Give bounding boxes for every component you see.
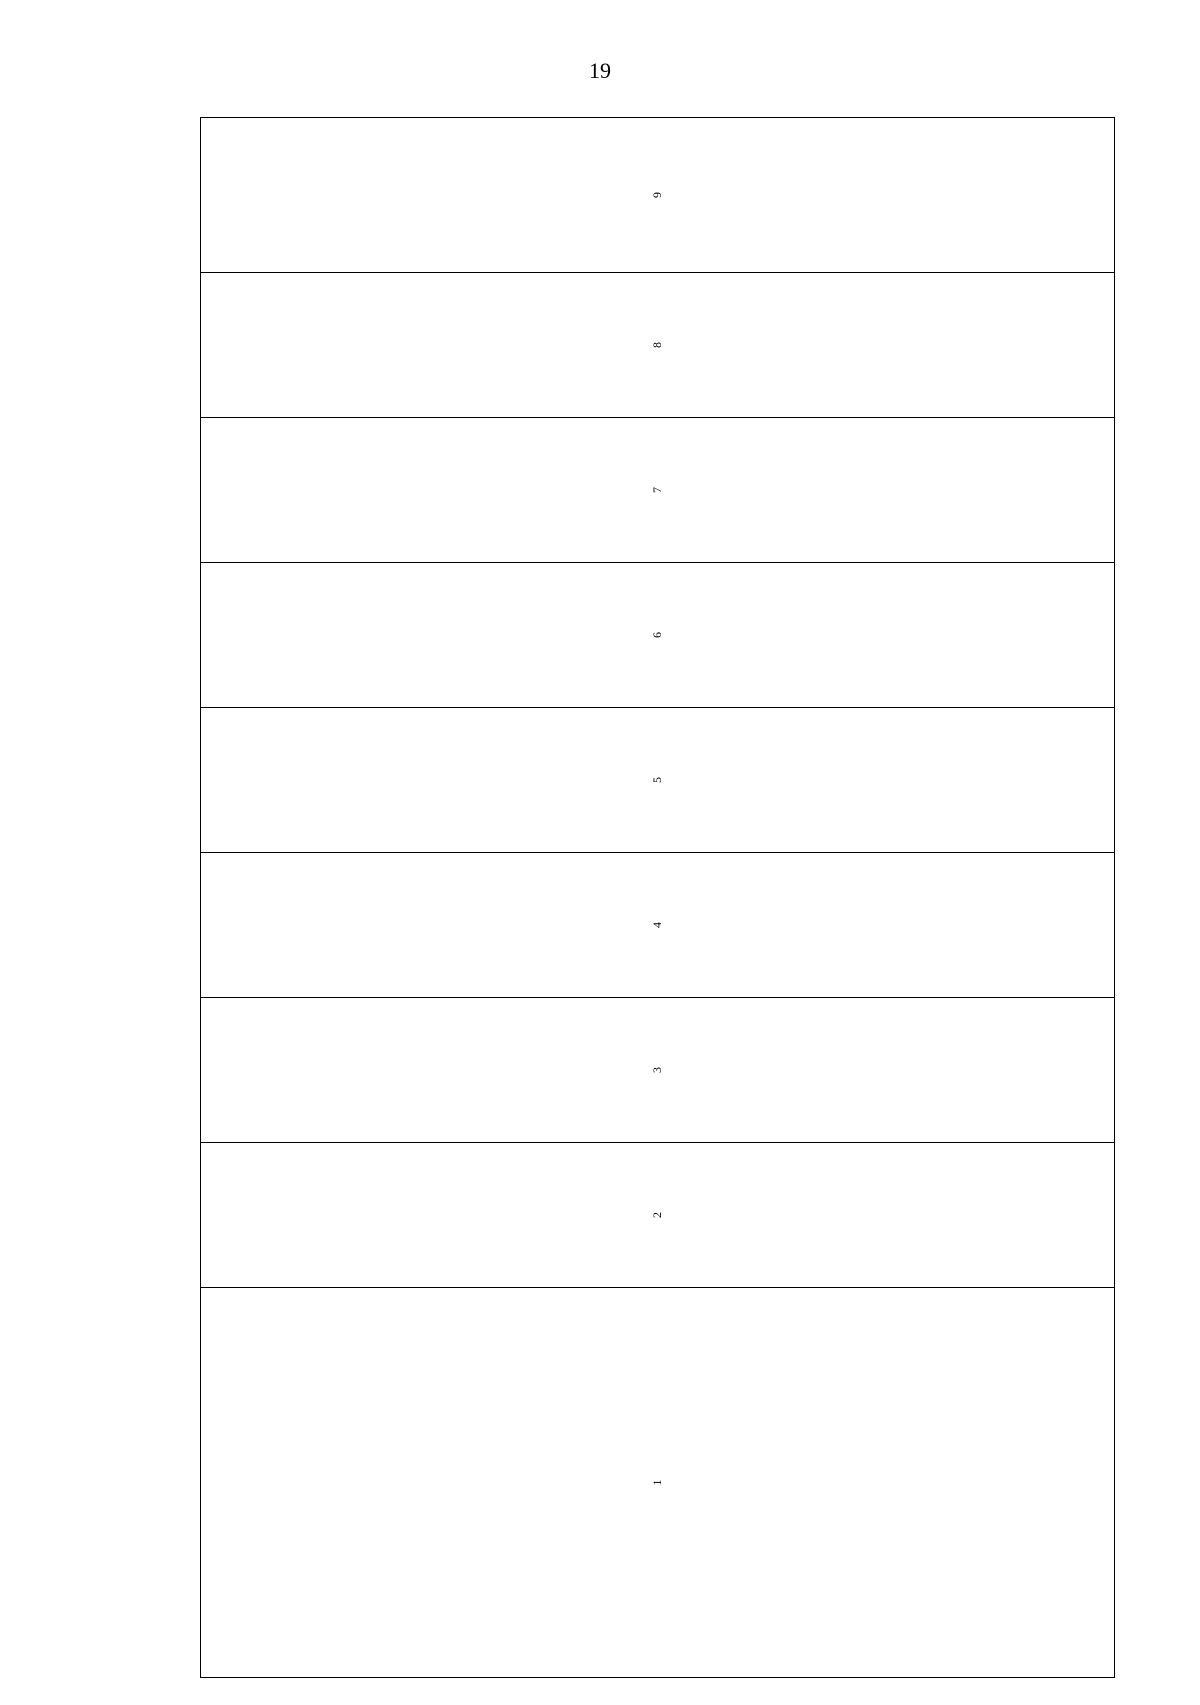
header-cell: 4 (201, 853, 1115, 998)
header-cell: 1 (201, 1288, 1115, 1678)
rotated-table-stage (200, 118, 1115, 1678)
header-cell: 6 (201, 563, 1115, 708)
page-number: 19 (589, 58, 611, 83)
header-cell: 2 (201, 1143, 1115, 1288)
header-cell: 9 (201, 118, 1115, 273)
header-cell: 5 (201, 708, 1115, 853)
budget-table (200, 117, 1115, 1678)
table-header-row (201, 118, 1115, 1678)
header-cell: 8 (201, 273, 1115, 418)
header-cell: 3 (201, 998, 1115, 1143)
header-cell: 7 (201, 418, 1115, 563)
